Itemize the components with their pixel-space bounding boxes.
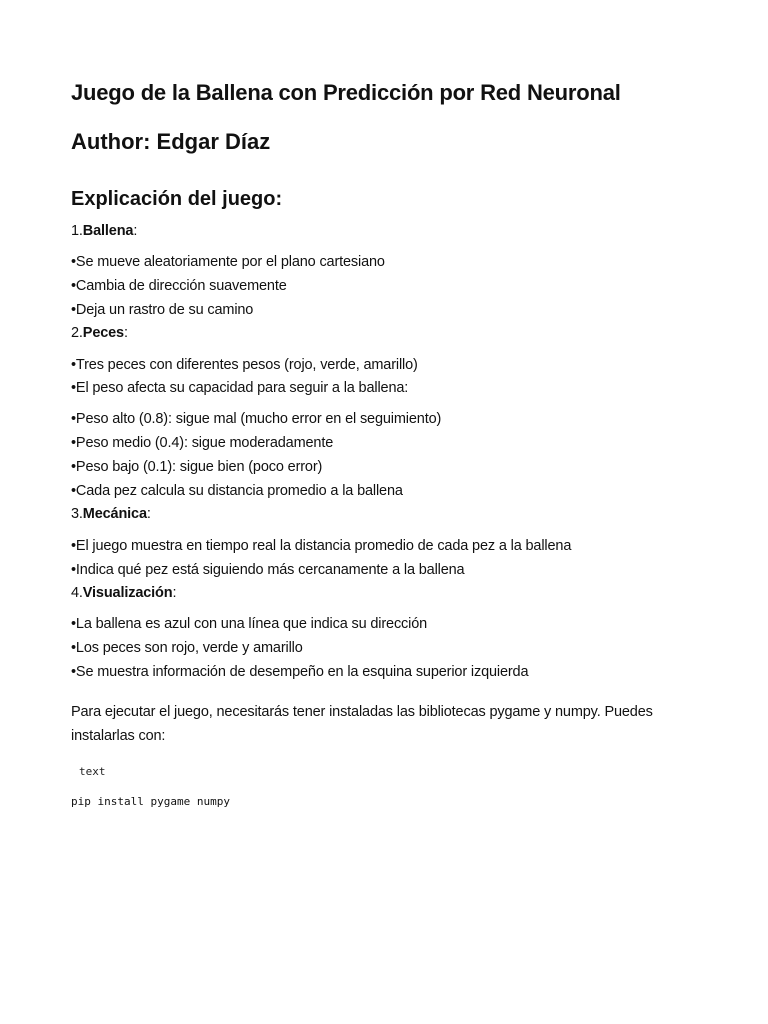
bullet-item: •Peso bajo (0.1): sigue bien (poco error)	[71, 459, 323, 475]
section-heading-mecanica	[71, 504, 151, 524]
section-heading-suffix: :	[172, 585, 177, 601]
section-heading-suffix: :	[133, 223, 138, 239]
section-heading-visualizacion	[71, 583, 176, 603]
bullet-item: •La ballena es azul con una línea que indica su dirección	[71, 616, 428, 632]
install-paragraph: Para ejecutar el juego, necesitarás tener instaladas las bibliotecas pygame y numpy. Puedes instalarlas con:	[71, 704, 653, 744]
bullet-item: •Deja un rastro de su camino	[71, 302, 254, 318]
section-number: 2.	[71, 325, 83, 341]
bullet-item: •El juego muestra en tiempo real la distancia promedio de cada pez a la ballena	[71, 538, 572, 554]
section-heading-suffix: :	[146, 506, 151, 522]
bullet-item: •Tres peces con diferentes pesos (rojo, verde, amarillo)	[71, 357, 418, 373]
code-block[interactable]: pip install pygame numpy	[71, 795, 230, 808]
section-heading-text: Peces	[82, 325, 124, 341]
bullet-item: •Cambia de dirección suavemente	[71, 278, 287, 294]
bullet-item: •Indica qué pez está siguiendo más cercanamente a la ballena	[71, 562, 465, 578]
section-heading-peces	[71, 323, 128, 343]
section-heading-ballena	[71, 221, 137, 241]
section-heading-text: Mecánica	[82, 506, 147, 522]
bullet-item: •Peso medio (0.4): sigue moderadamente	[71, 435, 334, 451]
section-number: 4.	[71, 585, 83, 601]
section-heading-text: Ballena	[82, 223, 134, 239]
section-title: Explicación del juego:	[71, 188, 283, 210]
section-number: 1.	[71, 223, 83, 239]
bullet-item: •Cada pez calcula su distancia promedio a la ballena	[71, 483, 403, 499]
section-heading-suffix: :	[123, 325, 128, 341]
code-language-label: text	[79, 765, 106, 778]
bullet-item: •El peso afecta su capacidad para seguir a la ballena:	[71, 380, 409, 396]
section-number: 3.	[71, 506, 83, 522]
bullet-item: •Se muestra información de desempeño en la esquina superior izquierda	[71, 664, 529, 680]
bullet-item: •Se mueve aleatoriamente por el plano cartesiano	[71, 254, 385, 270]
section-heading-text: Visualización	[82, 585, 173, 601]
author-line: Author: Edgar Díaz	[71, 129, 271, 154]
bullet-item: •Los peces son rojo, verde y amarillo	[71, 640, 303, 656]
bullet-item: •Peso alto (0.8): sigue mal (mucho error en el seguimiento)	[71, 411, 442, 427]
document-title: Juego de la Ballena con Predicción por Red Neuronal	[71, 80, 621, 105]
